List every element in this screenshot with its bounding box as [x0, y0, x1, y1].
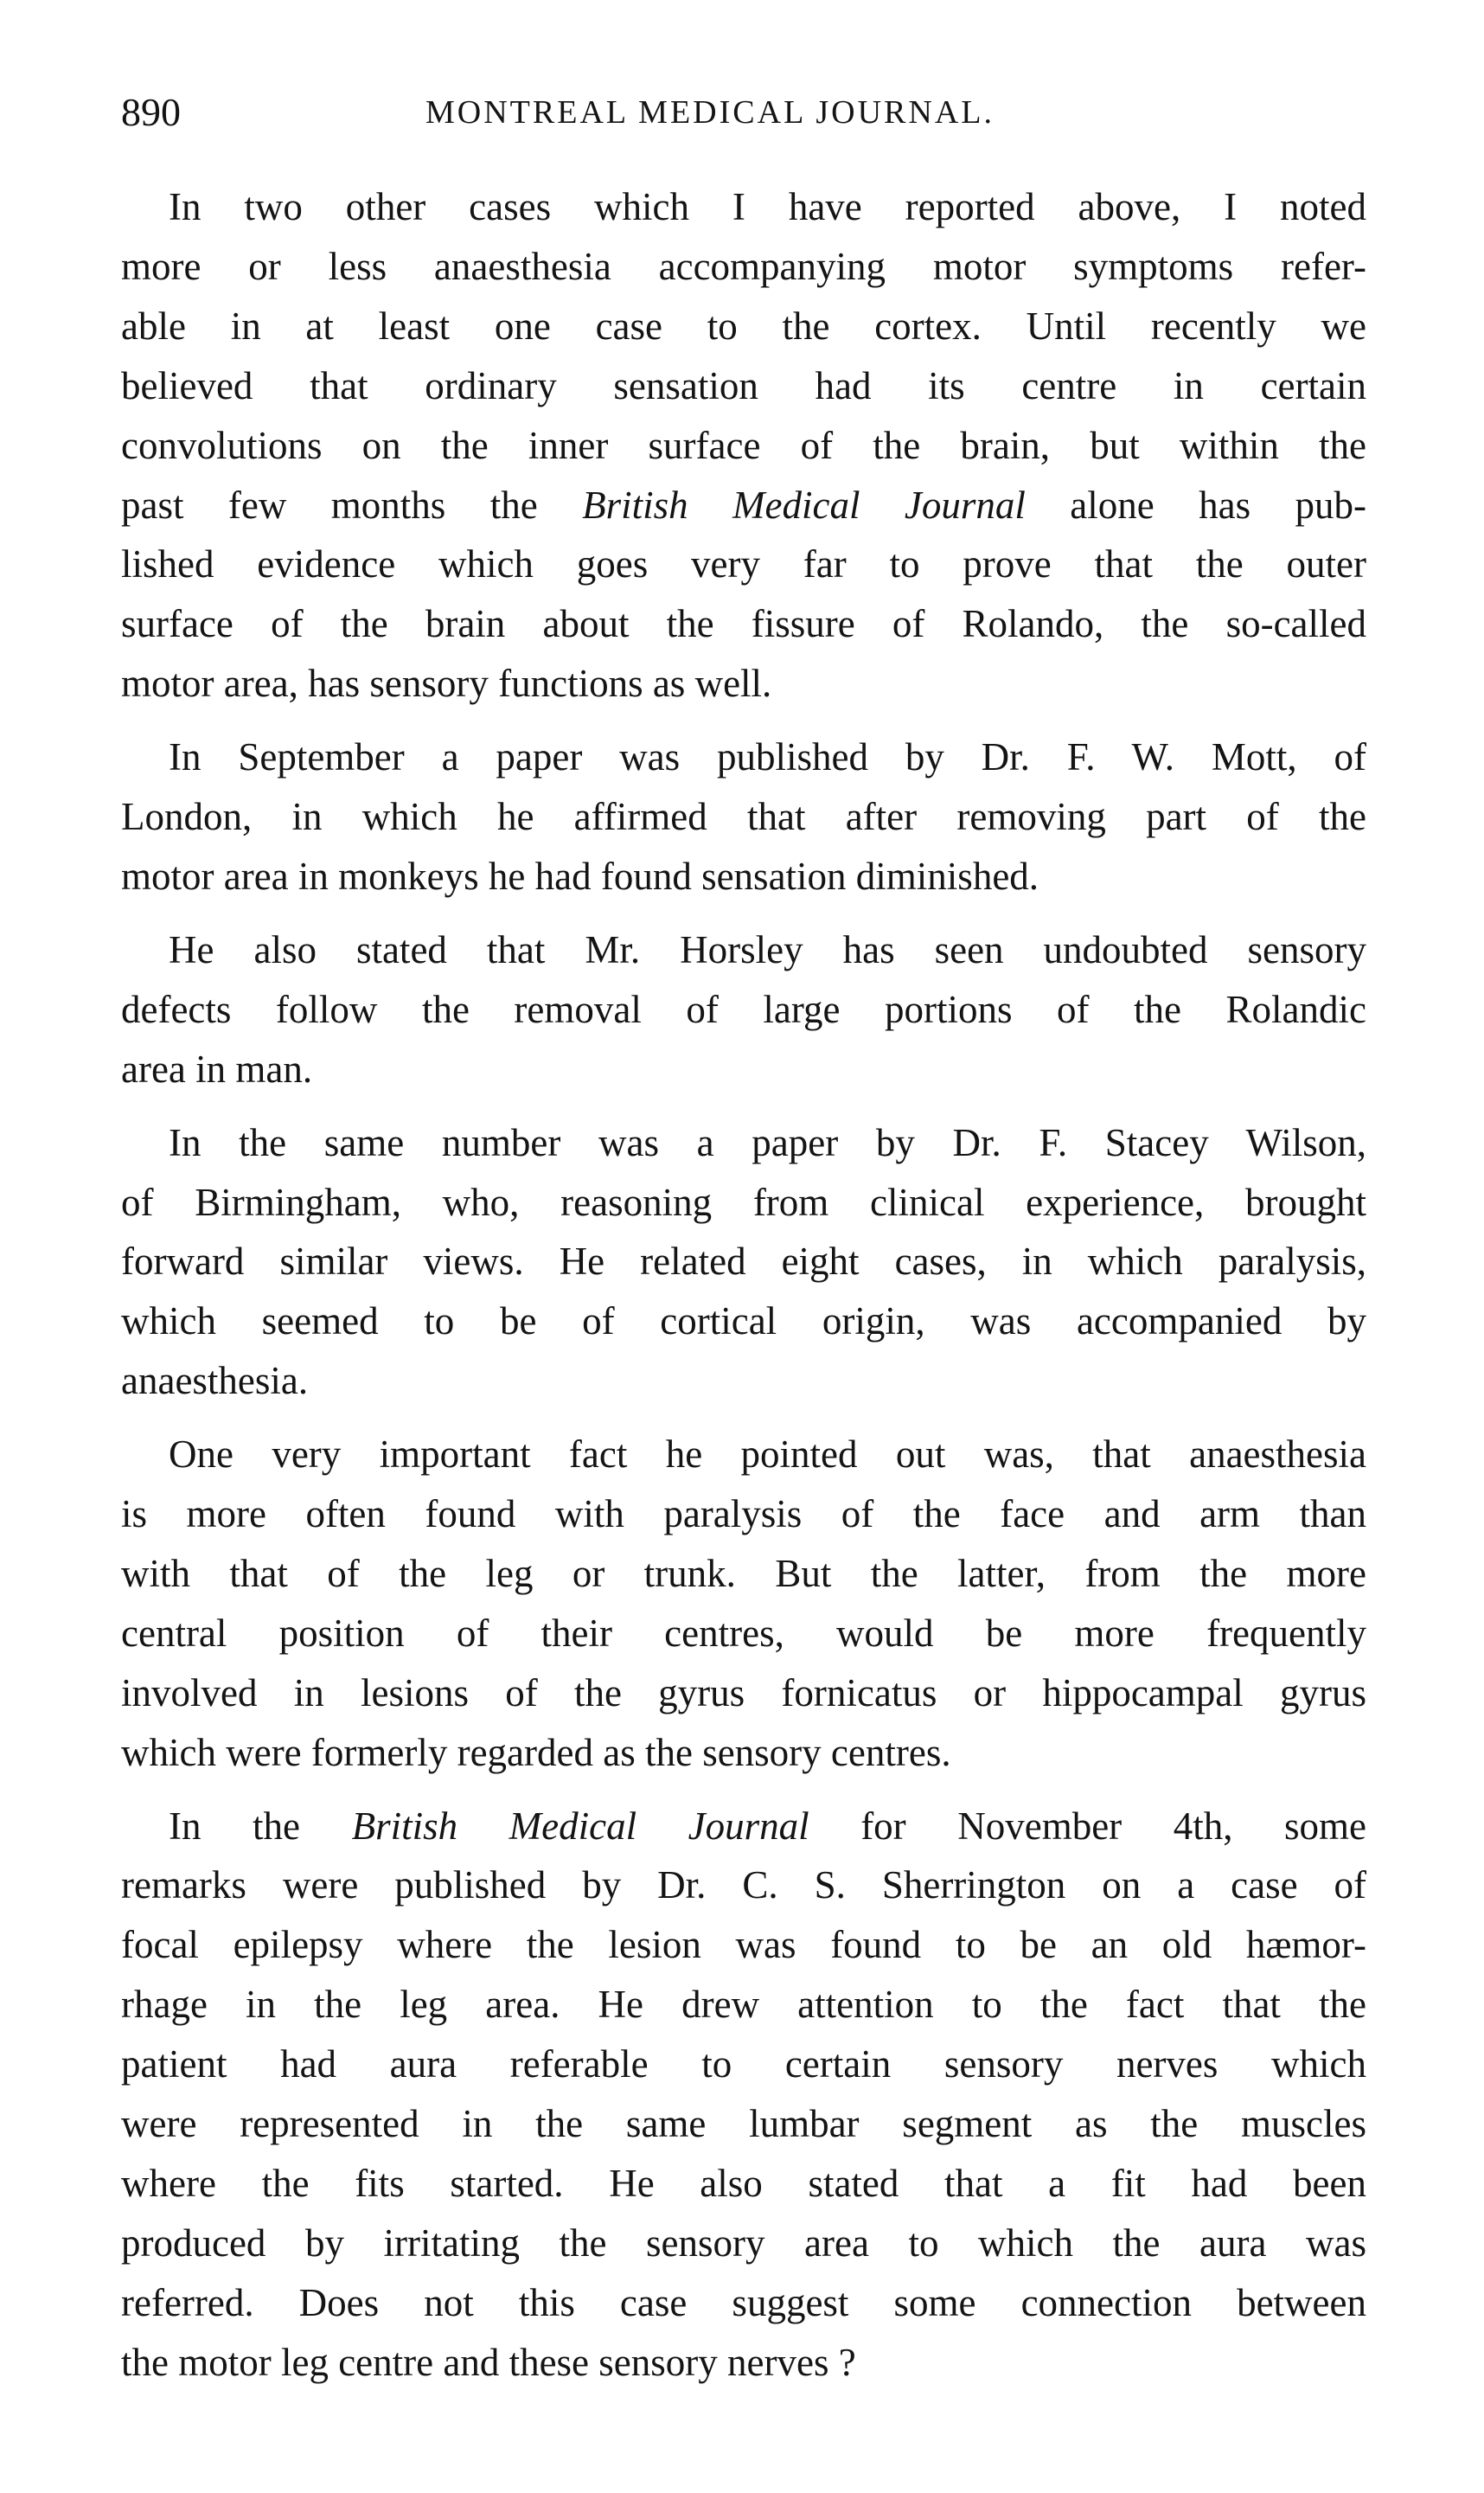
text-line	[121, 476, 1366, 535]
text-run: the motor leg centre and these sensory nerves ?	[121, 2340, 856, 2384]
text-line	[121, 1975, 1366, 2035]
journal-title-italic: British Medical Journal	[351, 1804, 809, 1848]
text-line	[121, 1351, 1366, 1411]
text-run: which were formerly regarded as the sensory centres.	[121, 1730, 951, 1774]
text-run: motor area, has sensory functions as well.	[121, 662, 772, 706]
text-line	[121, 1915, 1366, 1975]
text-line	[121, 1173, 1366, 1233]
text-run: motor area in monkeys he had found sensation diminished.	[121, 854, 1039, 898]
text-run: with that of the leg or trunk. But the latter, from the more	[121, 1551, 1366, 1595]
text-line	[121, 356, 1366, 416]
text-run: which seemed to be of cortical origin, was accompanied by	[121, 1299, 1366, 1343]
text-run: involved in lesions of the gyrus fornicatus or hippocampal gyrus	[121, 1670, 1366, 1714]
text-run: were represented in the same lumbar segment as the muscles	[121, 2102, 1366, 2146]
text-line	[121, 237, 1366, 297]
text-run: forward similar views. He related eight cases, in which paralysis,	[121, 1240, 1366, 1284]
text-run: central position of their centres, would be more frequently	[121, 1611, 1366, 1655]
text-line	[121, 594, 1366, 654]
text-run: One very important fact he pointed out was, that anaesthesia	[169, 1432, 1366, 1477]
text-run: for November 4th, some	[809, 1804, 1366, 1848]
paragraph	[121, 1113, 1366, 1412]
text-line	[121, 1855, 1366, 1915]
text-run: remarks were published by Dr. C. S. Sherrington on a case of	[121, 1863, 1366, 1907]
text-run: lished evidence which goes very far to prove that the outer	[121, 542, 1366, 586]
text-run: is more often found with paralysis of the face and arm than	[121, 1492, 1366, 1536]
page-number: 890	[121, 90, 181, 134]
text-line	[121, 177, 1366, 237]
text-line	[121, 727, 1366, 787]
text-line	[121, 1544, 1366, 1604]
text-run: In two other cases which I have reported above, I noted	[169, 185, 1366, 228]
text-line	[121, 2035, 1366, 2094]
text-run: In the	[169, 1804, 352, 1848]
text-line	[121, 1723, 1366, 1783]
text-run: believed that ordinary sensation had its centre in certain	[121, 363, 1366, 407]
text-line	[121, 920, 1366, 980]
text-run: anaesthesia.	[121, 1359, 309, 1403]
text-line	[121, 1484, 1366, 1544]
paragraph	[121, 1425, 1366, 1782]
text-line	[121, 2273, 1366, 2333]
text-run: referred. Does not this case suggest some connection between	[121, 2280, 1366, 2324]
text-line	[121, 2154, 1366, 2214]
text-line	[121, 1113, 1366, 1173]
journal-title-italic: British Medical Journal	[582, 483, 1026, 527]
journal-title: MONTREAL MEDICAL JOURNAL.	[425, 94, 995, 131]
running-head	[121, 87, 1366, 138]
text-run: convolutions on the inner surface of the brain, but within the	[121, 423, 1366, 467]
text-run: surface of the brain about the fissure of Rolando, the so-called	[121, 602, 1366, 646]
text-line	[121, 847, 1366, 907]
text-line	[121, 1663, 1366, 1723]
body-text	[121, 177, 1366, 2406]
text-run: where the fits started. He also stated that a fit had been	[121, 2162, 1366, 2205]
text-line	[121, 297, 1366, 356]
text-line	[121, 2094, 1366, 2154]
text-line	[121, 1291, 1366, 1351]
text-line	[121, 654, 1366, 714]
text-line	[121, 2333, 1366, 2393]
text-run: London, in which he affirmed that after removing part of the	[121, 795, 1366, 839]
text-run: more or less anaesthesia accompanying motor symptoms refer-	[121, 244, 1366, 288]
text-run: In the same number was a paper by Dr. F. Stacey Wilson,	[169, 1120, 1366, 1164]
text-run: In September a paper was published by Dr. F. W. Mott, of	[169, 735, 1366, 779]
text-run: produced by irritating the sensory area to which the aura was	[121, 2221, 1366, 2265]
paragraph	[121, 1797, 1366, 2393]
text-run: area in man.	[121, 1047, 313, 1091]
text-line	[121, 1604, 1366, 1663]
paragraph	[121, 727, 1366, 907]
text-run: alone has pub-	[1025, 483, 1366, 527]
text-run: rhage in the leg area. He drew attention to the fact that the	[121, 1983, 1366, 2027]
text-run: patient had aura referable to certain sensory nerves which	[121, 2042, 1366, 2086]
text-run: able in at least one case to the cortex. Until recently we	[121, 304, 1366, 348]
text-run: of Birmingham, who, reasoning from clinical experience, brought	[121, 1180, 1366, 1224]
paragraph	[121, 920, 1366, 1099]
text-run: defects follow the removal of large portions of the Rolandic	[121, 987, 1366, 1031]
text-line	[121, 2214, 1366, 2273]
text-line	[121, 1232, 1366, 1291]
text-line	[121, 535, 1366, 594]
text-line	[121, 416, 1366, 476]
text-line	[121, 1425, 1366, 1484]
text-line	[121, 1040, 1366, 1099]
text-line	[121, 787, 1366, 847]
text-line	[121, 1797, 1366, 1856]
text-run: past few months the	[121, 483, 583, 527]
text-line	[121, 980, 1366, 1040]
text-run: He also stated that Mr. Horsley has seen undoubted sensory	[169, 927, 1366, 971]
text-run: focal epilepsy where the lesion was found to be an old hæmor-	[121, 1923, 1366, 1967]
paragraph	[121, 177, 1366, 714]
